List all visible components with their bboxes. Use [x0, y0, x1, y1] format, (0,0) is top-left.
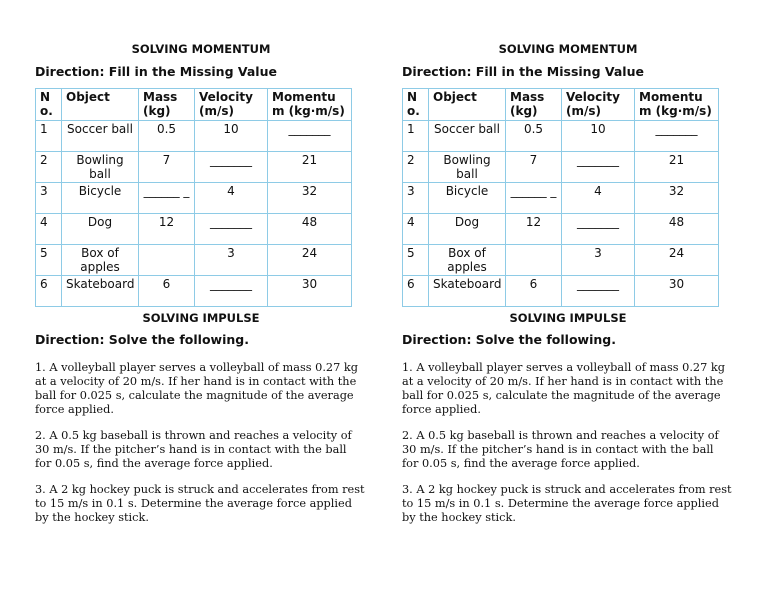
table-header-row — [36, 89, 352, 121]
header-momentum: Momentu m (kg·m/s) — [268, 89, 352, 121]
cell-mass — [506, 245, 562, 276]
cell-number: 2 — [36, 152, 62, 183]
cell-object: Box of apples — [62, 245, 139, 276]
problem-2: 2. A 0.5 kg baseball is thrown and reaches a velocity of 30 m/s. If the pitcher’s hand is in contact with the ball for 0.05 s, find the average force applied. — [402, 429, 719, 470]
header-mass: Mass (kg) — [139, 89, 195, 121]
problem-1: 1. A volleyball player serves a volleyball of mass 0.27 kg at a velocity of 20 m/s. If her hand is in contact with the ball for 0.025 s, calculate the magnitude of the average force applied. — [35, 361, 358, 416]
problem-3: 3. A 2 kg hockey puck is struck and accelerates from rest to 15 m/s in 0.1 s. Determine the average force applied by the hockey stick. — [35, 483, 365, 524]
cell-object: Skateboard — [62, 276, 139, 307]
table-row — [36, 183, 352, 214]
momentum-table — [35, 88, 352, 307]
cell-mass: 12 — [139, 214, 195, 245]
cell-mass: ______ _ — [139, 183, 195, 214]
header-number: N o. — [403, 89, 429, 121]
cell-object: Bowling ball — [62, 152, 139, 183]
cell-number: 6 — [403, 276, 429, 307]
cell-momentum: 32 — [268, 183, 352, 214]
table-body — [403, 121, 719, 307]
cell-number: 1 — [36, 121, 62, 152]
cell-velocity: _______ — [562, 152, 635, 183]
cell-number: 2 — [403, 152, 429, 183]
cell-number: 3 — [403, 183, 429, 214]
problem-3: 3. A 2 kg hockey puck is struck and accelerates from rest to 15 m/s in 0.1 s. Determine the average force applied by the hockey stick. — [402, 483, 732, 524]
impulse-title: SOLVING IMPULSE — [142, 311, 260, 325]
header-momentum: Momentu m (kg·m/s) — [635, 89, 719, 121]
cell-velocity: 4 — [195, 183, 268, 214]
cell-number: 5 — [36, 245, 62, 276]
cell-velocity: 3 — [562, 245, 635, 276]
table-row — [403, 121, 719, 152]
table-body — [36, 121, 352, 307]
cell-velocity: _______ — [562, 214, 635, 245]
momentum-title: SOLVING MOMENTUM — [131, 42, 271, 56]
impulse-title: SOLVING IMPULSE — [509, 311, 627, 325]
cell-number: 5 — [403, 245, 429, 276]
table-row — [36, 276, 352, 307]
momentum-direction: Direction: Fill in the Missing Value — [402, 64, 644, 79]
cell-mass: 0.5 — [506, 121, 562, 152]
cell-mass: 6 — [506, 276, 562, 307]
problem-1: 1. A volleyball player serves a volleyball of mass 0.27 kg at a velocity of 20 m/s. If her hand is in contact with the ball for 0.025 s, calculate the magnitude of the average force applied. — [402, 361, 725, 416]
cell-object: Box of apples — [429, 245, 506, 276]
cell-momentum: 32 — [635, 183, 719, 214]
cell-object: Bowling ball — [429, 152, 506, 183]
table-row — [403, 152, 719, 183]
cell-object: Bicycle — [429, 183, 506, 214]
cell-object: Soccer ball — [429, 121, 506, 152]
cell-mass: 12 — [506, 214, 562, 245]
cell-object: Dog — [429, 214, 506, 245]
header-object: Object — [429, 89, 506, 121]
cell-mass: 6 — [139, 276, 195, 307]
header-velocity: Velocity (m/s) — [562, 89, 635, 121]
cell-object: Dog — [62, 214, 139, 245]
cell-mass: 7 — [506, 152, 562, 183]
cell-momentum: 24 — [268, 245, 352, 276]
cell-mass: ______ _ — [506, 183, 562, 214]
table-header-row — [403, 89, 719, 121]
impulse-problems — [35, 361, 365, 537]
impulse-direction: Direction: Solve the following. — [35, 332, 249, 347]
cell-velocity: _______ — [195, 214, 268, 245]
header-mass: Mass (kg) — [506, 89, 562, 121]
cell-velocity: _______ — [562, 276, 635, 307]
table-row — [403, 183, 719, 214]
cell-velocity: _______ — [195, 276, 268, 307]
cell-object: Skateboard — [429, 276, 506, 307]
header-velocity: Velocity (m/s) — [195, 89, 268, 121]
cell-momentum: 21 — [635, 152, 719, 183]
cell-number: 3 — [36, 183, 62, 214]
cell-mass — [139, 245, 195, 276]
cell-velocity: 3 — [195, 245, 268, 276]
cell-velocity: 10 — [562, 121, 635, 152]
cell-velocity: 10 — [195, 121, 268, 152]
cell-mass: 7 — [139, 152, 195, 183]
cell-momentum: 24 — [635, 245, 719, 276]
momentum-direction: Direction: Fill in the Missing Value — [35, 64, 277, 79]
impulse-problems — [402, 361, 732, 537]
cell-object: Bicycle — [62, 183, 139, 214]
cell-mass: 0.5 — [139, 121, 195, 152]
problem-2: 2. A 0.5 kg baseball is thrown and reaches a velocity of 30 m/s. If the pitcher’s hand is in contact with the ball for 0.05 s, find the average force applied. — [35, 429, 352, 470]
cell-number: 4 — [403, 214, 429, 245]
cell-momentum: 48 — [268, 214, 352, 245]
cell-number: 1 — [403, 121, 429, 152]
header-object: Object — [62, 89, 139, 121]
cell-momentum: _______ — [635, 121, 719, 152]
cell-momentum: 30 — [268, 276, 352, 307]
cell-momentum: 48 — [635, 214, 719, 245]
cell-momentum: _______ — [268, 121, 352, 152]
cell-momentum: 30 — [635, 276, 719, 307]
impulse-direction: Direction: Solve the following. — [402, 332, 616, 347]
momentum-title: SOLVING MOMENTUM — [498, 42, 638, 56]
cell-velocity: 4 — [562, 183, 635, 214]
table-row — [403, 214, 719, 245]
table-row — [36, 152, 352, 183]
table-row — [403, 245, 719, 276]
cell-velocity: _______ — [195, 152, 268, 183]
header-number: N o. — [36, 89, 62, 121]
cell-object: Soccer ball — [62, 121, 139, 152]
table-row — [403, 276, 719, 307]
cell-momentum: 21 — [268, 152, 352, 183]
table-row — [36, 245, 352, 276]
cell-number: 4 — [36, 214, 62, 245]
table-row — [36, 121, 352, 152]
table-row — [36, 214, 352, 245]
cell-number: 6 — [36, 276, 62, 307]
momentum-table — [402, 88, 719, 307]
